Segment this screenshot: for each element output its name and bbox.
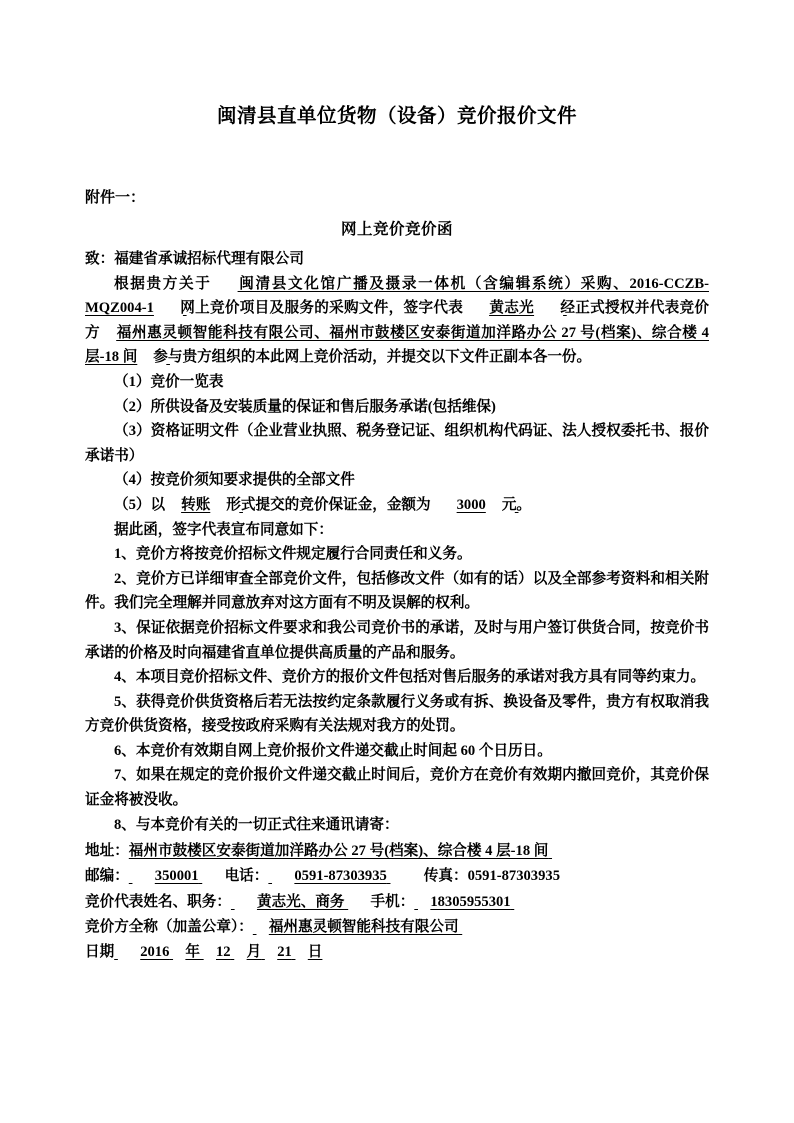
attachment-label: 附件一： [85, 190, 146, 206]
deposit-method: 转账 [181, 496, 211, 513]
clause: 1、竞价方将按竞价招标文件规定履行合同责任和义务。 [114, 546, 472, 563]
spacer-underline-3 [463, 296, 489, 321]
page-title: 闽清县直单位货物（设备）竞价报价文件 [216, 106, 577, 127]
bidder-address: 福州惠灵顿智能科技有限公司、福州市鼓楼区安泰街道加洋路办公 27 号(档案)、综合楼 4 层-18 间 [85, 324, 709, 366]
spacer-underline-23 [169, 940, 185, 965]
mobile-label: 手机： [370, 893, 415, 910]
contact-block [85, 839, 709, 965]
clause: 3、保证依据竞价招标文件要求和我公司竞价书的承诺，及时与用户签订供货合同，按竞价书承诺的价格及时向福建省直单位提供高质量的产品和服务。 [85, 619, 709, 661]
representative-line [85, 890, 709, 915]
document-subtitle: 网上竞价竞价函 [340, 221, 453, 238]
spacer-underline-22 [114, 940, 140, 965]
deposit-unit: 元。 [501, 496, 532, 513]
representative-name: 黄志光 [489, 300, 535, 317]
spacer-underline-7 [165, 493, 181, 518]
spacer-underline-24 [200, 940, 216, 965]
postcode-label: 邮编： [85, 868, 129, 885]
spacer-underline-18 [414, 890, 430, 915]
clause: 7、如果在规定的竞价报价文件递交截止时间后，竞价方在竞价有效期内撤回竞价，其竞价保证金将被没收。 [85, 767, 709, 809]
doc-item: （2）所供设备及安装质量的保证和售后服务承诺(包括维保) [114, 398, 496, 415]
date-label: 日期 [85, 944, 115, 961]
clause: 6、本竞价有效期自网上竞价报价文件递交截止时间起 60 个日历日。 [114, 742, 552, 759]
addressee-prefix: 致： [85, 251, 115, 267]
deposit-item [85, 493, 709, 518]
project-name: 闽清县文化馆广播及摄录一体机（含编辑系统）采购、2016-CCZB-MQZ004-1 [85, 275, 709, 317]
clause: 2、竞价方已详细审查全部竞价文件，包括修改文件（如有的话）以及全部参考资料和相关附件。我们完全理解并同意放弃对这方面有不明及误解的权利。 [85, 570, 709, 612]
intro-mid-1: 网上竞价项目及服务的采购文件，签字代表 [179, 300, 464, 317]
phone-value: 0591-87303935 [294, 868, 387, 885]
spacer-underline-20 [253, 915, 269, 940]
date-year: 2016 [140, 944, 170, 961]
clause: 4、本项目竞价招标文件、竞价方的报价文件包括对售后服务的承诺对我方具有同等约束力。 [114, 669, 706, 686]
spacer-underline-11 [548, 839, 556, 864]
fax-value: 0591-87303935 [467, 868, 560, 885]
doc-item: （4）按竞价须知要求提供的全部文件 [114, 472, 355, 489]
spacer-underline-8 [210, 493, 226, 518]
clause: 8、与本竞价有关的一切正式往来通讯请寄： [114, 816, 399, 833]
company-value: 福州惠灵顿智能科技有限公司 [268, 918, 459, 935]
spacer-underline-9 [431, 493, 457, 518]
mobile-value: 18305955301 [430, 893, 511, 910]
spacer-underline-19 [511, 890, 537, 915]
date-year-unit: 年 [185, 944, 200, 961]
spacer-underline-5 [100, 321, 116, 346]
addressee-name: 福建省承诚招标代理有限公司 [114, 251, 304, 267]
spacer-underline-17 [345, 890, 371, 915]
spacer-underline-25 [231, 940, 247, 965]
spacer-underline-16 [231, 890, 257, 915]
address-value: 福州市鼓楼区安泰街道加洋路办公 27 号(档案)、综合楼 4 层-18 间 [128, 843, 549, 860]
doc-item: （1）竞价一览表 [114, 373, 224, 390]
rep-label: 竞价代表姓名、职务： [85, 893, 231, 910]
deposit-amount: 3000 [456, 496, 486, 513]
spacer-underline-14 [268, 864, 294, 889]
date-month: 12 [216, 944, 231, 961]
fax-label: 传真： [423, 868, 468, 885]
date-month-unit: 月 [246, 944, 262, 961]
fax-gap [413, 868, 424, 884]
spacer-underline-1 [212, 272, 238, 297]
address-line [85, 839, 709, 864]
intro-tail: 参与贵方组织的本此网上竞价活动，并提交以下文件正副本各一份。 [153, 349, 592, 366]
doc-item: （3）资格证明文件（企业营业执照、税务登记证、组织机构代码证、法人授权委托书、报价承诺书） [85, 423, 709, 464]
spacer-underline-6 [137, 345, 153, 370]
intro-lead: 根据贵方关于 [114, 275, 212, 292]
spacer-underline-27 [292, 940, 308, 965]
declaration-lead: 据此函，签字代表宣布同意如下： [114, 521, 333, 538]
deposit-prefix: （5）以 [114, 496, 166, 513]
date-line [85, 940, 709, 965]
spacer-underline-21 [459, 915, 485, 940]
spacer-underline-4 [534, 296, 560, 321]
addressee-line [85, 247, 709, 272]
deposit-mid: 形式提交的竞价保证金，金额为 [226, 496, 431, 513]
spacer-underline-13 [199, 864, 225, 889]
company-label: 竞价方全称（加盖公章）： [85, 918, 253, 935]
spacer-underline-12 [129, 864, 155, 889]
date-day: 21 [277, 944, 292, 961]
spacer-underline-2 [154, 296, 180, 321]
address-label: 地址： [85, 843, 129, 860]
postcode-value: 350001 [154, 868, 199, 885]
rep-name: 黄志光、商务 [256, 893, 345, 910]
spacer-underline-15 [387, 864, 413, 889]
company-line [85, 915, 709, 940]
letter-body [85, 247, 709, 965]
spacer-underline-26 [261, 940, 277, 965]
intro-paragraph [85, 272, 709, 370]
intro-mid-2: 经正式授权并代表竞价方 [85, 300, 709, 341]
clause: 5、获得竞价供货资格后若无法按约定条款履行义务或有拆、换设备及零件，贵方有权取消我方竞价供货资格，接受按政府采购有关法规对我方的处罚。 [85, 693, 709, 735]
date-day-unit: 日 [307, 944, 323, 961]
postcode-phone-fax-line [85, 864, 709, 889]
phone-label: 电话： [224, 868, 269, 885]
spacer-underline-10 [486, 493, 502, 518]
